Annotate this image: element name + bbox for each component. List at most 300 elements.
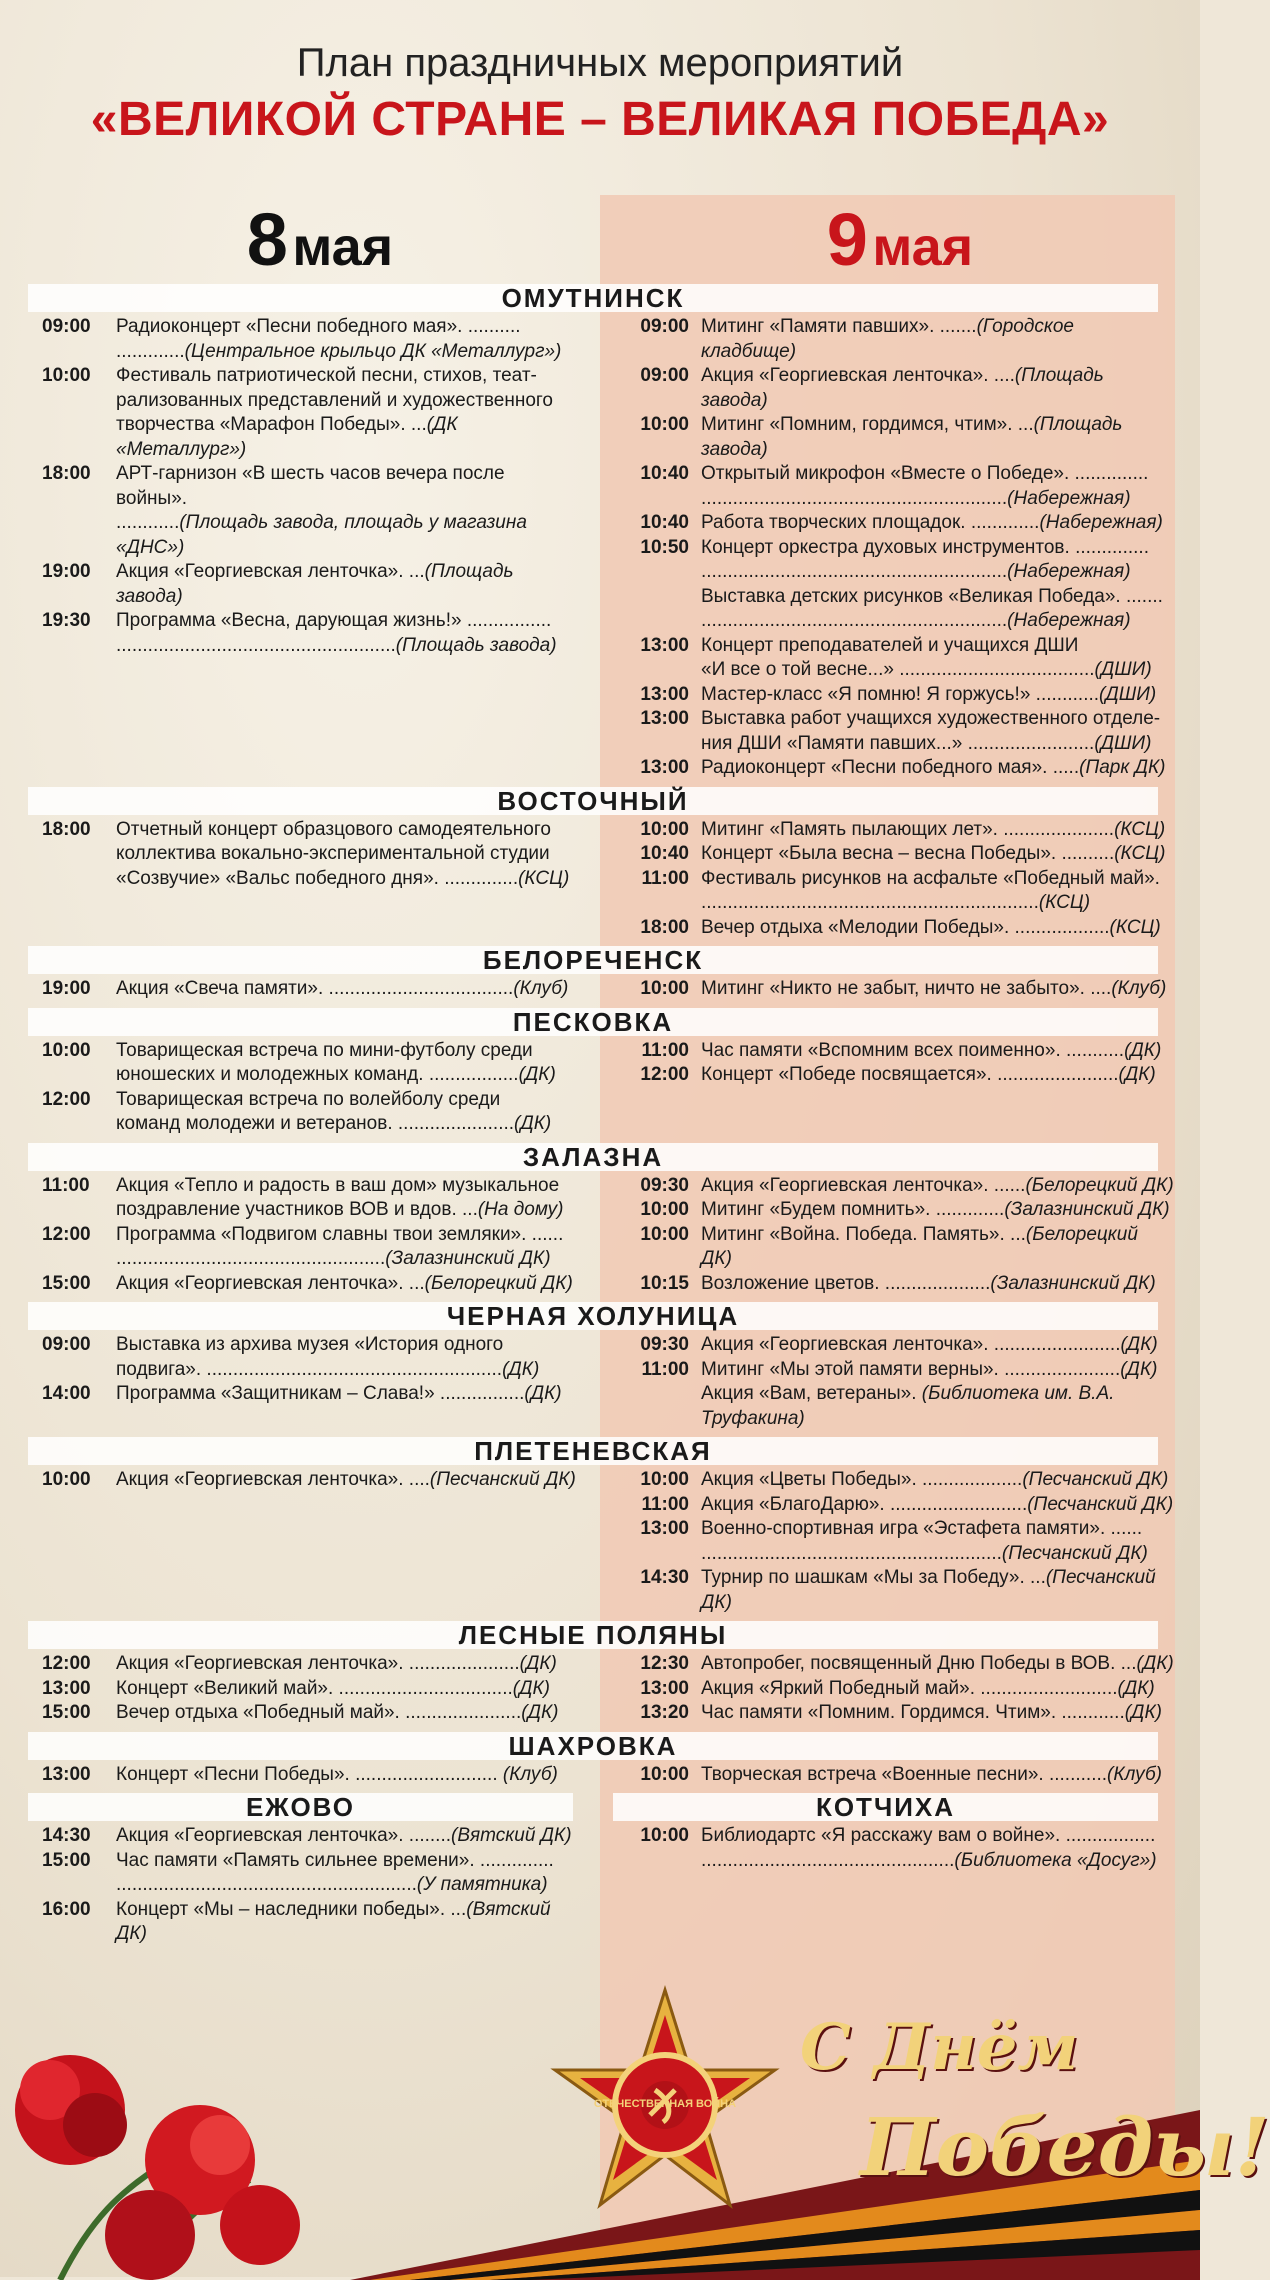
event-description <box>701 511 1174 536</box>
section-body <box>0 1652 1200 1726</box>
event-row <box>42 1333 576 1358</box>
event-time <box>42 413 116 462</box>
event-time: 18:00 <box>42 463 91 484</box>
event-time: 10:00 <box>640 978 689 999</box>
event-venue: (Вятский ДК) <box>116 1898 551 1944</box>
event-text: Митинг «Никто не забыт, ничто не забыто». .... <box>701 978 1112 999</box>
event-text: Акция «Георгиевская ленточка». .... <box>701 365 1015 386</box>
emblem-text: ОТЕЧЕСТВЕННАЯ ВОЙНА <box>593 2098 737 2110</box>
split-locality-heading <box>28 1793 1158 1821</box>
event-description <box>701 315 1174 364</box>
event-description <box>116 842 576 867</box>
event-text: Мастер-класс «Я помню! Я горжусь!» ............ <box>701 683 1100 705</box>
event-row <box>627 1493 1174 1518</box>
event-description <box>701 1849 1174 1874</box>
locality-heading: ЧЕРНАЯ ХОЛУНИЦА <box>28 1302 1158 1330</box>
event-description <box>701 1566 1174 1615</box>
event-text: Митинг «Война. Победа. Память». ... <box>701 1223 1026 1245</box>
locality-heading: ОМУТНИНСК <box>28 284 1158 312</box>
event-row <box>627 1333 1174 1358</box>
event-venue: (Клуб) <box>1111 978 1167 999</box>
event-text: Выставка из архива музея «История одного <box>116 1334 504 1355</box>
event-venue: (ДК) <box>518 1064 556 1085</box>
event-time <box>42 1247 116 1272</box>
footer-artwork <box>0 1880 1270 2277</box>
event-description <box>116 1174 576 1199</box>
event-time: 09:30 <box>640 1174 689 1196</box>
event-time: 15:00 <box>42 1272 91 1294</box>
event-time: 10:00 <box>640 818 689 840</box>
event-text: Концерт «Была весна – весна Победы». .......... <box>701 843 1115 864</box>
event-venue: (Песчанский ДК) <box>1022 1469 1169 1490</box>
section-body <box>0 1174 1200 1297</box>
event-venue: (ДК) <box>1118 1064 1156 1085</box>
may-8-events <box>0 1174 600 1297</box>
event-time: 10:00 <box>42 365 91 386</box>
event-row <box>627 658 1174 683</box>
event-time: 10:50 <box>640 536 689 558</box>
event-time <box>627 891 701 916</box>
event-text: ............ <box>116 512 180 533</box>
victory-day-greeting <box>800 2010 1270 2240</box>
event-row <box>42 462 576 511</box>
event-time <box>42 511 116 560</box>
event-row <box>627 511 1174 536</box>
event-time: 09:00 <box>640 316 689 337</box>
event-venue: (Клуб) <box>513 978 569 999</box>
event-venue: (Набережная) <box>1007 561 1131 582</box>
event-text: Акция «Цветы Победы». ................... <box>701 1469 1023 1490</box>
event-venue: (Клуб) <box>502 1763 558 1785</box>
event-description <box>701 1039 1174 1064</box>
event-venue: (ДШИ) <box>1094 659 1152 680</box>
event-venue: (Площадь завода) <box>701 365 1104 411</box>
greeting-line-1: С Днём <box>800 2010 1079 2085</box>
event-text: Акция «Яркий Победный май». .......................... <box>701 1677 1118 1699</box>
event-venue: (Залазнинский ДК) <box>990 1272 1156 1294</box>
event-time: 09:30 <box>640 1334 689 1355</box>
event-description <box>701 1272 1174 1297</box>
event-text: Час памяти «Вспомним всех поименно». ........... <box>701 1039 1125 1061</box>
event-time <box>42 1063 116 1088</box>
may-8-events <box>0 1333 600 1431</box>
day-number: 9 <box>826 198 868 281</box>
event-text: «Созвучие» «Вальс победного дня». .............. <box>116 867 519 889</box>
locality-heading: ЗАЛАЗНА <box>28 1143 1158 1171</box>
event-text: ................................................ <box>701 1849 955 1871</box>
event-venue: (ДК) <box>1117 1677 1155 1699</box>
event-text: Вечер отдыха «Мелодии Победы». .................. <box>701 916 1110 938</box>
section-body <box>0 315 1200 781</box>
event-venue: (Парк ДК) <box>1079 757 1166 778</box>
event-venue: (Центральное крыльцо ДК «Металлург») <box>184 340 562 362</box>
event-venue: (КСЦ) <box>1114 843 1166 864</box>
event-time: 14:30 <box>640 1567 689 1588</box>
event-time <box>627 585 701 610</box>
may-8-events <box>0 977 600 1002</box>
event-row <box>627 609 1174 634</box>
event-time: 10:40 <box>640 512 689 533</box>
may-9-events <box>600 1468 1200 1615</box>
event-text: Программа «Весна, дарующая жизнь!» ................ <box>116 610 552 631</box>
event-venue: (ДК) <box>524 1383 562 1404</box>
event-time <box>42 1358 116 1383</box>
event-description <box>116 1112 576 1137</box>
event-row <box>627 707 1174 732</box>
event-row <box>627 364 1174 413</box>
event-description <box>701 536 1174 561</box>
event-time <box>627 609 701 634</box>
poster-subtitle: План праздничных мероприятий <box>296 41 904 85</box>
event-description <box>701 1542 1174 1567</box>
event-description <box>701 977 1174 1002</box>
event-description <box>701 707 1174 732</box>
event-time <box>42 389 116 414</box>
event-text: ......................................................... <box>701 1542 1002 1564</box>
event-description <box>116 977 576 1002</box>
event-text: Акция «Георгиевская ленточка». ... <box>116 561 425 582</box>
event-text: Концерт преподавателей и учащихся ДШИ <box>701 634 1079 656</box>
section-body <box>0 1468 1200 1615</box>
event-row <box>627 1542 1174 1567</box>
event-time: 11:00 <box>641 1039 689 1061</box>
event-time: 10:40 <box>640 843 689 864</box>
event-description <box>701 560 1174 585</box>
event-row <box>42 1701 576 1726</box>
event-venue: (ДК) <box>1136 1653 1174 1674</box>
event-description <box>701 1063 1174 1088</box>
event-text: Программа «Защитникам – Слава!» ................ <box>116 1383 525 1404</box>
event-description <box>701 756 1174 781</box>
day-heading-may-8 <box>20 200 620 280</box>
event-venue: (Песчанский ДК) <box>701 1567 1156 1613</box>
event-row <box>627 1652 1174 1677</box>
event-row <box>42 364 576 389</box>
event-text: Концерт «Великий май». ................................. <box>116 1677 513 1699</box>
event-venue: (ДК) <box>1120 1334 1158 1355</box>
event-description <box>701 364 1174 413</box>
locality-heading: ШАХРОВКА <box>28 1732 1158 1760</box>
event-text: подвига». ........................................................ <box>116 1358 503 1380</box>
event-row <box>627 1039 1174 1064</box>
event-row <box>42 1112 576 1137</box>
event-row <box>627 1223 1174 1272</box>
event-time: 18:00 <box>42 818 91 840</box>
event-row <box>627 1849 1174 1874</box>
event-row <box>42 1763 576 1788</box>
event-venue: (КСЦ) <box>1109 916 1161 938</box>
event-text: Военно-спортивная игра «Эстафета памяти». ...... <box>701 1518 1143 1539</box>
event-text: .......................................................... <box>701 487 1008 509</box>
section-body <box>0 818 1200 941</box>
may-9-events <box>600 1174 1200 1297</box>
event-venue: (КСЦ) <box>1114 818 1166 840</box>
may-9-events <box>600 1652 1200 1726</box>
greeting-line-2: Победы! <box>860 2100 1270 2194</box>
may-8-events <box>0 1652 600 1726</box>
section-body <box>0 1039 1200 1137</box>
event-row <box>42 1652 576 1677</box>
event-time: 11:00 <box>42 1174 90 1196</box>
event-description <box>116 1063 576 1088</box>
event-description <box>701 683 1174 708</box>
event-text: Митинг «Памяти павших». ....... <box>701 316 977 337</box>
event-description <box>116 634 576 659</box>
event-row <box>42 1198 576 1223</box>
event-text: ..................................................... <box>116 634 396 656</box>
event-row <box>42 1272 576 1297</box>
event-text: Акция «Тепло и радость в ваш дом» музыкальное <box>116 1174 560 1196</box>
event-time: 11:00 <box>641 867 689 889</box>
event-description <box>116 389 576 414</box>
may-9-events <box>600 977 1200 1002</box>
event-venue: (Площадь завода) <box>701 414 1123 460</box>
event-row <box>42 1223 576 1248</box>
locality-heading: ПЛЕТЕНЕВСКАЯ <box>28 1437 1158 1465</box>
event-text: Библиодартс «Я расскажу вам о войне». ................. <box>701 1825 1156 1846</box>
event-row <box>42 413 576 462</box>
event-description <box>116 1039 576 1064</box>
may-9-events <box>600 1333 1200 1431</box>
event-description <box>116 867 576 892</box>
event-time <box>42 340 116 365</box>
event-text: коллектива вокально-экспериментальной студии <box>116 843 550 864</box>
event-text: Концерт «Песни Победы». ........................... <box>116 1763 503 1785</box>
event-time: 10:00 <box>640 1199 689 1220</box>
event-row <box>42 1247 576 1272</box>
event-time: 18:00 <box>640 916 689 938</box>
event-time: 09:00 <box>42 1334 91 1355</box>
event-description <box>701 1223 1174 1272</box>
event-venue: (ДК) <box>1120 1358 1158 1380</box>
event-row <box>627 1677 1174 1702</box>
event-time: 13:00 <box>640 1518 689 1539</box>
section-body <box>0 977 1200 1002</box>
may-8-events <box>0 1039 600 1137</box>
event-time: 12:00 <box>640 1064 689 1085</box>
event-venue: (Городское кладбище) <box>701 316 1074 362</box>
event-row <box>42 389 576 414</box>
event-time: 16:00 <box>42 1898 91 1920</box>
carnation-flowers-icon <box>0 2050 330 2280</box>
event-venue: (ДК «Металлург») <box>116 414 458 460</box>
event-text: Акция «БлагоДарю». .......................... <box>701 1493 1028 1515</box>
event-description <box>116 1824 576 1849</box>
event-row <box>627 1063 1174 1088</box>
event-row <box>627 1701 1174 1726</box>
event-text: Акция «Вам, ветераны». <box>701 1383 922 1404</box>
event-time <box>627 1849 701 1874</box>
event-description <box>116 1382 576 1407</box>
event-venue: (ДК) <box>502 1358 540 1380</box>
event-description <box>116 609 576 634</box>
event-time: 13:00 <box>640 1677 689 1699</box>
event-row <box>627 462 1174 487</box>
event-text: Акция «Георгиевская ленточка». ........................ <box>701 1334 1121 1355</box>
event-venue: (Песчанский ДК) <box>1001 1542 1148 1564</box>
event-time: 12:00 <box>42 1223 91 1245</box>
event-venue: (Белорецкий ДК) <box>1025 1174 1174 1196</box>
event-time: 19:00 <box>42 978 91 999</box>
event-row <box>627 487 1174 512</box>
event-description <box>116 1849 576 1874</box>
event-text: Радиоконцерт «Песни победного мая». .......... <box>116 316 521 337</box>
event-venue: (ДК) <box>519 1653 557 1674</box>
event-time: 19:30 <box>42 610 91 631</box>
event-description <box>116 1272 576 1297</box>
event-row <box>627 1824 1174 1849</box>
event-time: 19:00 <box>42 561 91 582</box>
event-description <box>701 413 1174 462</box>
section-body <box>0 1763 1200 1788</box>
event-description <box>116 1358 576 1383</box>
event-text: Творческая встреча «Военные песни». ........... <box>701 1763 1108 1785</box>
event-row <box>627 756 1174 781</box>
event-text: творчества «Марафон Победы». ... <box>116 414 427 435</box>
event-time <box>627 658 701 683</box>
event-description <box>701 1517 1174 1542</box>
event-description <box>701 891 1174 916</box>
event-description <box>701 916 1174 941</box>
event-text: Акция «Георгиевская ленточка». ..................... <box>116 1653 520 1674</box>
event-text: Отчетный концерт образцового самодеятельного <box>116 818 551 840</box>
event-venue: (ДШИ) <box>1094 732 1152 754</box>
event-text: Выставка работ учащихся художественного отделе- <box>701 708 1161 729</box>
event-text: Товарищеская встреча по мини-футболу среди <box>116 1039 533 1061</box>
event-time: 12:00 <box>42 1088 91 1110</box>
event-text: Акция «Георгиевская ленточка». ...... <box>701 1174 1026 1196</box>
may-9-events <box>600 818 1200 941</box>
event-time: 12:30 <box>640 1653 689 1674</box>
event-description <box>116 462 576 511</box>
event-venue: (КСЦ) <box>518 867 570 889</box>
event-description <box>116 1223 576 1248</box>
event-description <box>701 1333 1174 1358</box>
event-venue: (ДШИ) <box>1099 683 1157 705</box>
event-row <box>627 1566 1174 1615</box>
event-text: АРТ-гарнизон «В шесть часов вечера после войны». <box>116 463 505 509</box>
may-9-events <box>600 1763 1200 1788</box>
event-description <box>116 511 576 560</box>
event-time: 12:00 <box>42 1653 91 1674</box>
event-description <box>116 818 576 843</box>
day-month: мая <box>292 217 394 277</box>
event-venue: (Белорецкий ДК) <box>424 1272 573 1294</box>
event-time: 11:00 <box>641 1493 689 1515</box>
event-venue: (ДК) <box>514 1113 552 1134</box>
event-venue: (Вятский ДК) <box>451 1825 572 1846</box>
event-time: 10:00 <box>640 1825 689 1846</box>
event-text: Концерт «Мы – наследники победы». ... <box>116 1898 467 1920</box>
event-text: .......................................................... <box>701 561 1008 582</box>
event-description <box>701 1198 1174 1223</box>
event-time <box>627 1382 701 1431</box>
event-text: Час памяти «Помним. Гордимся. Чтим». ............ <box>701 1702 1125 1723</box>
event-venue: (Набережная) <box>1007 487 1131 509</box>
event-text: ния ДШИ «Памяти павших...» ........................ <box>701 732 1095 754</box>
event-time: 10:15 <box>640 1272 689 1294</box>
event-venue: (Библиотека им. В.А. Труфакина) <box>701 1383 1115 1429</box>
event-venue: (ДК) <box>1124 1702 1162 1723</box>
event-row <box>42 842 576 867</box>
event-row <box>627 413 1174 462</box>
event-text: Открытый микрофон «Вместе о Победе». .............. <box>701 463 1149 484</box>
event-text: Акция «Георгиевская ленточка». ........ <box>116 1825 452 1846</box>
event-description <box>701 1174 1174 1199</box>
event-row <box>627 536 1174 561</box>
event-row <box>42 1382 576 1407</box>
event-row <box>627 818 1174 843</box>
event-row <box>42 1174 576 1199</box>
event-time <box>42 1112 116 1137</box>
event-time: 10:00 <box>640 1763 689 1785</box>
event-text: Акция «Георгиевская ленточка». .... <box>116 1469 430 1490</box>
event-description <box>701 658 1174 683</box>
locality-heading: ВОСТОЧНЫЙ <box>28 787 1158 815</box>
event-row <box>627 683 1174 708</box>
event-venue: (На дому) <box>477 1199 564 1220</box>
event-text: поздравление участников ВОВ и вдов. ... <box>116 1199 478 1220</box>
event-venue: (ДК) <box>521 1702 559 1723</box>
event-text: Вечер отдыха «Победный май». ...................... <box>116 1702 522 1723</box>
event-description <box>701 585 1174 610</box>
event-text: Концерт оркестра духовых инструментов. .............. <box>701 536 1149 558</box>
event-text: Митинг «Мы этой памяти верны». ...................... <box>701 1358 1121 1380</box>
event-description <box>701 1468 1174 1493</box>
event-description <box>116 1247 576 1272</box>
event-time <box>42 1198 116 1223</box>
event-venue: (Залазнинский ДК) <box>385 1248 551 1269</box>
event-time: 10:00 <box>42 1039 91 1061</box>
event-description <box>701 1382 1174 1431</box>
locality-heading: ПЕСКОВКА <box>28 1008 1158 1036</box>
event-row <box>42 1849 576 1874</box>
event-description <box>701 462 1174 487</box>
event-description <box>701 1652 1174 1677</box>
locality-heading: КОТЧИХА <box>613 1793 1158 1821</box>
event-description <box>701 1677 1174 1702</box>
event-description <box>701 1493 1174 1518</box>
event-time <box>627 560 701 585</box>
event-time: 09:00 <box>640 365 689 386</box>
locality-heading: БЕЛОРЕЧЕНСК <box>28 946 1158 974</box>
event-text: Работа творческих площадок. ............. <box>701 512 1040 533</box>
event-time: 09:00 <box>42 316 91 337</box>
event-description <box>116 1198 576 1223</box>
may-9-events <box>600 1039 1200 1137</box>
event-description <box>116 1677 576 1702</box>
event-time: 10:00 <box>640 1469 689 1490</box>
event-text: Турнир по шашкам «Мы за Победу». ... <box>701 1567 1046 1588</box>
event-text: Программа «Подвигом славны твои земляки». ...... <box>116 1223 564 1245</box>
event-text: Концерт «Победе посвящается». ....................... <box>701 1064 1119 1085</box>
event-description <box>116 1088 576 1113</box>
event-venue: (Площадь завода) <box>395 634 557 656</box>
event-venue: (Площадь завода) <box>116 561 514 607</box>
event-time: 11:00 <box>641 1358 689 1380</box>
event-description <box>116 1468 576 1493</box>
event-row <box>42 867 576 892</box>
event-venue: (Песчанский ДК) <box>1027 1493 1174 1515</box>
event-time: 14:00 <box>42 1383 91 1404</box>
event-description <box>701 818 1174 843</box>
event-row <box>42 634 576 659</box>
event-time: 13:00 <box>640 757 689 778</box>
event-text: Радиоконцерт «Песни победного мая». ..... <box>701 757 1080 778</box>
event-venue: (Набережная) <box>1039 512 1163 533</box>
event-description <box>116 1701 576 1726</box>
may-8-events <box>0 1468 600 1615</box>
